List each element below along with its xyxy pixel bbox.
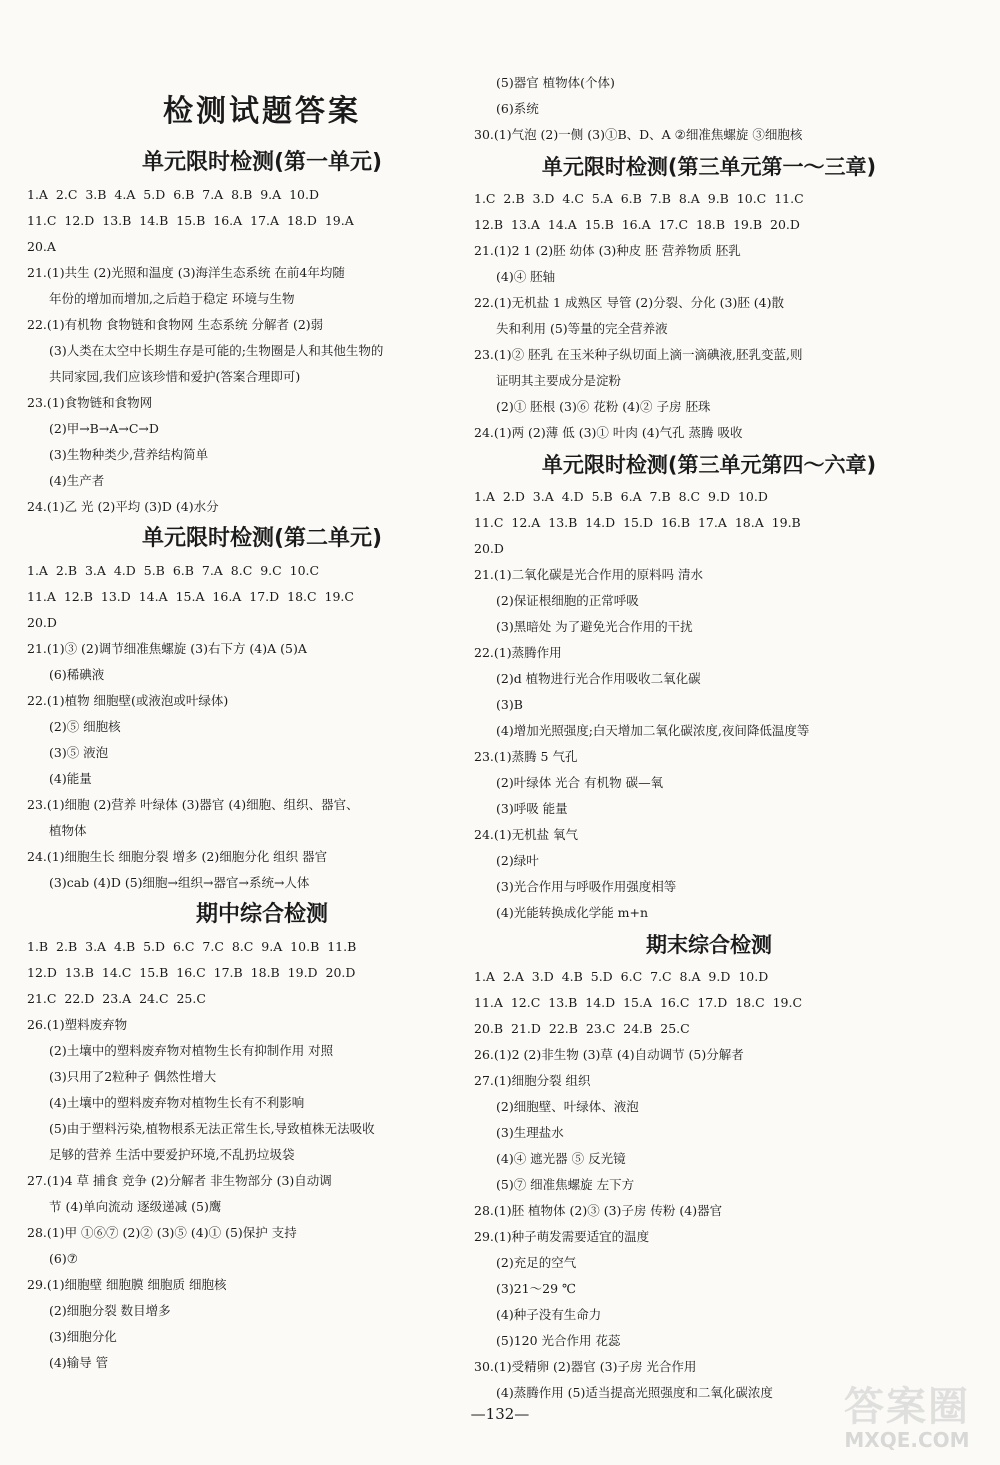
answer-line: 23.(1)食物链和食物网 [27,395,153,410]
answer-line: (4)光能转换成化学能 m+n [496,905,649,920]
answer-line: 21.(1)2 1 (2)胚 幼体 (3)种皮 胚 营养物质 胚乳 [474,243,741,258]
answer-line: 26.(1)2 (2)非生物 (3)草 (4)自动调节 (5)分解者 [474,1047,744,1062]
answer-line: 1.A 2.B 3.A 4.D 5.B 6.B 7.A 8.C 9.C 10.C [27,563,320,578]
answer-line: 22.(1)蒸腾作用 [474,645,562,660]
right-column [474,0,944,1406]
section-title: 期末综合检测 [646,933,772,957]
answer-line: 20.D [474,541,504,556]
answer-line: 24.(1)乙 光 (2)平均 (3)D (4)水分 [27,499,219,514]
answer-line: (2)细胞壁、叶绿体、液泡 [496,1099,639,1114]
answer-line: (2)绿叶 [496,853,539,868]
answer-line: 植物体 [49,823,87,838]
answer-line: (2)甲→B→A→C→D [49,421,159,436]
answer-line: (3)只用了2粒种子 偶然性增大 [49,1069,217,1084]
answer-line: 23.(1)细胞 (2)营养 叶绿体 (3)器官 (4)细胞、组织、器官、 [27,797,359,812]
answer-line: 20.D [27,615,57,630]
answer-line: (3)21～29 ℃ [496,1281,576,1296]
answer-line: (4)增加光照强度;白天增加二氧化碳浓度,夜间降低温度等 [496,723,810,738]
answer-line: 30.(1)受精卵 (2)器官 (3)子房 光合作用 [474,1359,697,1374]
answer-line: 24.(1)两 (2)薄 低 (3)① 叶肉 (4)气孔 蒸腾 吸收 [474,425,743,440]
answer-line: 22.(1)无机盐 1 成熟区 导管 (2)分裂、分化 (3)胚 (4)散 [474,295,784,310]
left-column [27,0,497,1376]
answer-line: 29.(1)种子萌发需要适宜的温度 [474,1229,650,1244]
answer-line: (3)生理盐水 [496,1125,564,1140]
answer-line: (4)④ 胚轴 [496,269,556,284]
section-title: 单元限时检测(第三单元第一～三章) [541,155,877,179]
answer-line: 12.B 13.A 14.A 15.B 16.A 17.C 18.B 19.B 20.D [474,217,800,232]
answer-line: (5)器官 植物体(个体) [496,75,615,90]
answer-line: (6)稀碘液 [49,667,105,682]
answer-line: (6)系统 [496,101,539,116]
answer-line: (3)B [496,697,523,712]
answer-line: (2)⑤ 细胞核 [49,719,121,734]
answer-line: 证明其主要成分是淀粉 [496,373,622,388]
answer-line: 年份的增加而增加,之后趋于稳定 环境与生物 [49,291,295,306]
answer-line: (3)cab (4)D (5)细胞→组织→器官→系统→人体 [49,875,310,890]
watermark-logo [822,1385,992,1457]
page-title: 检测试题答案 [163,94,361,129]
answer-line: (3)生物种类少,营养结构简单 [49,447,209,462]
answer-line: (4)④ 遮光器 ⑤ 反光镜 [496,1151,626,1166]
watermark-bottom: MXQE.COM [844,1428,970,1452]
answer-line: 20.A [27,239,56,254]
right-top-lines [474,70,944,148]
answer-line: 11.C 12.D 13.B 14.B 15.B 16.A 17.A 18.D 19.A [27,213,354,228]
answer-line: 29.(1)细胞壁 细胞膜 细胞质 细胞核 [27,1277,227,1292]
answer-line: 12.D 13.B 14.C 15.B 16.C 17.B 18.B 19.D 20.D [27,965,356,980]
answer-line: (5)由于塑料污染,植物根系无法正常生长,导致植株无法吸收 [49,1121,375,1136]
answer-line: 23.(1)② 胚乳 在玉米种子纵切面上滴一滴碘液,胚乳变蓝,则 [474,347,803,362]
answer-line: 21.(1)共生 (2)光照和温度 (3)海洋生态系统 在前4年均随 [27,265,345,280]
answer-line: 1.A 2.A 3.D 4.B 5.D 6.C 7.C 8.A 9.D 10.D [474,969,769,984]
section-title: 单元限时检测(第三单元第四～六章) [541,453,877,477]
answer-line: 节 (4)单向流动 逐级递减 (5)鹰 [49,1199,222,1214]
answer-line: (2)d 植物进行光合作用吸收二氧化碳 [496,671,701,686]
answer-line: 20.B 21.D 22.B 23.C 24.B 25.C [474,1021,690,1036]
answer-line: 足够的营养 生活中要爱护环境,不乱扔垃圾袋 [49,1147,295,1162]
answer-line: (3)⑤ 液泡 [49,745,109,760]
answer-line: 1.A 2.D 3.A 4.D 5.B 6.A 7.B 8.C 9.D 10.D [474,489,768,504]
answer-line: 26.(1)塑料废弃物 [27,1017,128,1032]
answer-line: 27.(1)细胞分裂 组织 [474,1073,591,1088]
section-title: 期中综合检测 [195,902,328,927]
answer-line: (5)⑦ 细准焦螺旋 左下方 [496,1177,635,1192]
answer-line: 11.A 12.B 13.D 14.A 15.A 16.A 17.D 18.C 19.C [27,589,354,604]
section-title: 单元限时检测(第一单元) [141,150,383,175]
answer-line: (5)120 光合作用 花蕊 [496,1333,621,1348]
answer-line: (3)光合作用与呼吸作用强度相等 [496,879,677,894]
answer-line: 22.(1)有机物 食物链和食物网 生态系统 分解者 (2)弱 [27,317,324,332]
answer-line: 23.(1)蒸腾 5 气孔 [474,749,578,764]
answer-line: 11.C 12.A 13.B 14.D 15.D 16.B 17.A 18.A 19.B [474,515,801,530]
answer-line: 1.B 2.B 3.A 4.B 5.D 6.C 7.C 8.C 9.A 10.B 11.B [27,939,357,954]
answer-line: (4)输导 管 [49,1355,109,1370]
answer-line: 21.(1)二氧化碳是光合作用的原料吗 清水 [474,567,704,582]
answer-line: (4)种子没有生命力 [496,1307,602,1322]
answer-line: 27.(1)4 草 捕食 竞争 (2)分解者 非生物部分 (3)自动调 [27,1173,332,1188]
answer-line: (3)细胞分化 [49,1329,117,1344]
answer-line: 28.(1)甲 ①⑥⑦ (2)② (3)⑤ (4)① (5)保护 支持 [27,1225,297,1240]
answer-line: (2)细胞分裂 数目增多 [49,1303,171,1318]
answer-line: (4)蒸腾作用 (5)适当提高光照强度和二氧化碳浓度 [496,1385,773,1400]
answer-line: 21.C 22.D 23.A 24.C 25.C [27,991,206,1006]
answer-line: 21.(1)③ (2)调节细准焦螺旋 (3)右下方 (4)A (5)A [27,641,307,656]
answer-line: (2)叶绿体 光合 有机物 碳—氧 [496,775,664,790]
answer-line: 30.(1)气泡 (2)一侧 (3)①B、D、A ②细准焦螺旋 ③细胞核 [474,127,803,142]
watermark-top: 答案圈 [844,1384,970,1430]
section-title: 单元限时检测(第二单元) [141,526,383,551]
answer-line: (2)① 胚根 (3)⑥ 花粉 (4)② 子房 胚珠 [496,399,711,414]
answer-line: 28.(1)胚 植物体 (2)③ (3)子房 传粉 (4)器官 [474,1203,723,1218]
answer-line: 失和利用 (5)等量的完全营养液 [496,321,668,336]
right-top-spacer [474,0,944,70]
answer-line: (6)⑦ [49,1251,78,1266]
answer-line: (2)充足的空气 [496,1255,577,1270]
answer-line: 11.A 12.C 13.B 14.D 15.A 16.C 17.D 18.C 19.C [474,995,803,1010]
answer-line: 22.(1)植物 细胞壁(或液泡或叶绿体) [27,693,229,708]
answer-line: (4)生产者 [49,473,105,488]
answer-line: (4)土壤中的塑料废弃物对植物生长有不利影响 [49,1095,305,1110]
answer-line: (3)呼吸 能量 [496,801,568,816]
answer-line: (2)保证根细胞的正常呼吸 [496,593,639,608]
answer-line: (3)黑暗处 为了避免光合作用的干扰 [496,619,693,634]
left-sections [27,146,497,1376]
page-number: —132— [470,1405,530,1423]
answer-line: 1.A 2.C 3.B 4.A 5.D 6.B 7.A 8.B 9.A 10.D [27,187,320,202]
right-sections [474,150,944,1406]
answer-line: (4)能量 [49,771,92,786]
answer-line: (3)人类在太空中长期生存是可能的;生物圈是人和其他生物的 [49,343,384,358]
answer-line: 24.(1)无机盐 氧气 [474,827,579,842]
answer-line: 共同家园,我们应该珍惜和爱护(答案合理即可) [49,369,301,384]
answer-line: (2)土壤中的塑料废弃物对植物生长有抑制作用 对照 [49,1043,334,1058]
answer-line: 24.(1)细胞生长 细胞分裂 增多 (2)细胞分化 组织 器官 [27,849,328,864]
answer-line: 1.C 2.B 3.D 4.C 5.A 6.B 7.B 8.A 9.B 10.C 11.C [474,191,804,206]
